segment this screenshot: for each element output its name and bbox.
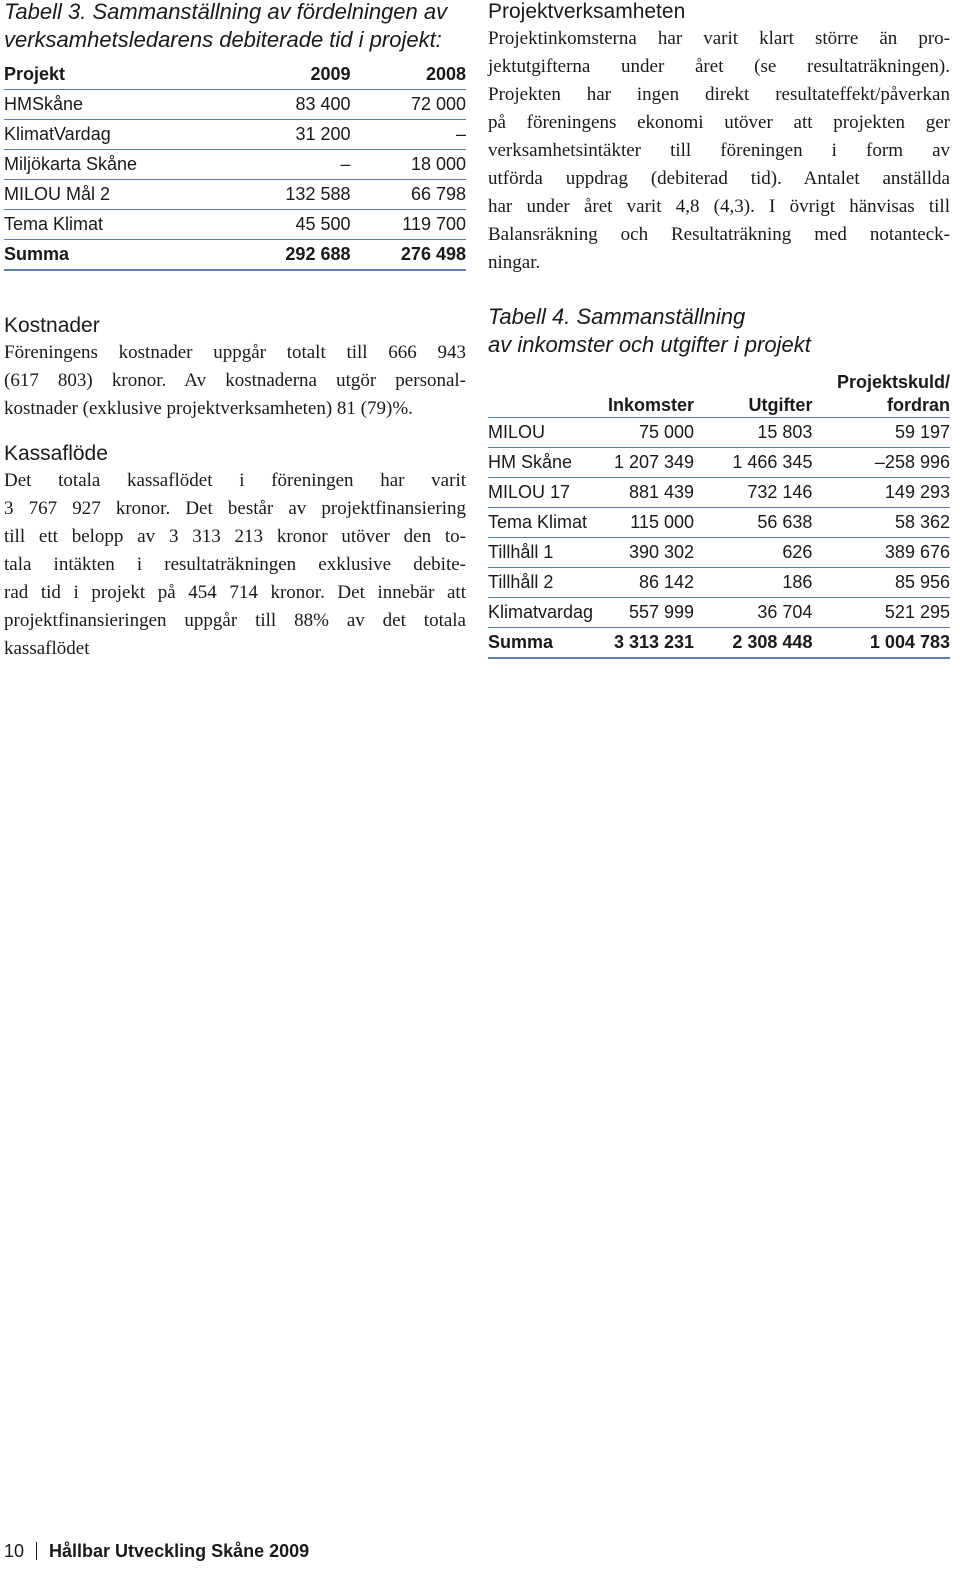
table4-caption <box>488 303 950 359</box>
page-number: 10 <box>4 1541 25 1561</box>
table4-header-row <box>488 367 950 418</box>
paragraph-line: ningar. <box>488 252 541 273</box>
table-cell: HMSkåne <box>4 90 235 120</box>
table-cell: –258 996 <box>812 448 950 478</box>
paragraph-line: Föreningens kostnader uppgår totalt till 666 943 <box>4 342 466 363</box>
table-cell: 626 <box>694 538 812 568</box>
table-cell: 15 803 <box>694 418 812 448</box>
paragraph-line: verksamhetsintäkter till föreningen i form av <box>488 140 950 161</box>
table-cell: Miljökarta Skåne <box>4 150 235 180</box>
table-cell: 276 498 <box>351 240 467 271</box>
table3-caption <box>4 0 466 54</box>
table-row <box>488 508 950 538</box>
table-cell: 2 308 448 <box>694 628 812 659</box>
table4-header-line: Projektskuld/ <box>836 372 950 392</box>
table-cell: 119 700 <box>351 210 467 240</box>
table-cell: 66 798 <box>351 180 467 210</box>
table3-caption-line: verksamhetsledarens debiterade tid i projekt: <box>4 27 442 52</box>
paragraph-line: (617 803) kronor. Av kostnaderna utgör personal- <box>4 370 466 391</box>
table-cell: KlimatVardag <box>4 120 235 150</box>
paragraph-line: rad tid i projekt på 454 714 kronor. Det innebär att <box>4 582 466 603</box>
table-row <box>488 478 950 508</box>
paragraph-line: till ett belopp av 3 313 213 kronor utöver den to- <box>4 526 466 547</box>
table-cell: 389 676 <box>812 538 950 568</box>
table-cell: 881 439 <box>593 478 694 508</box>
table4 <box>488 367 950 659</box>
paragraph-line: Projekten har ingen direkt resultateffekt/påverkan <box>488 84 950 105</box>
table-row <box>488 418 950 448</box>
table-cell: 1 466 345 <box>694 448 812 478</box>
publication-title: Hållbar Utveckling Skåne 2009 <box>49 1541 310 1561</box>
kassaflode-paragraph <box>4 467 466 663</box>
table-cell: 58 362 <box>812 508 950 538</box>
table-cell: 557 999 <box>593 598 694 628</box>
paragraph-line: jektutgifterna under året (se resultaträkningen). <box>488 56 950 77</box>
table4-header-cell: Inkomster <box>593 367 694 418</box>
paragraph-line: kostnader (exklusive projektverksamheten) 81 (79)%. <box>4 398 413 419</box>
right-column <box>488 0 950 659</box>
table-cell: 115 000 <box>593 508 694 538</box>
paragraph-line: tala intäkten i resultaträkningen exklusive debite- <box>4 554 466 575</box>
table-row <box>488 538 950 568</box>
table-cell: 132 588 <box>235 180 351 210</box>
paragraph-line: 3 767 927 kronor. Det består av projektfinansiering <box>4 498 466 519</box>
paragraph-line: Balansräkning och Resultaträkning med notanteck- <box>488 224 950 245</box>
table-cell: 149 293 <box>812 478 950 508</box>
table3 <box>4 60 466 271</box>
table-cell: 83 400 <box>235 90 351 120</box>
projektverksamheten-heading: Projektverksamheten <box>488 0 686 23</box>
table4-header-line: fordran <box>887 395 950 415</box>
paragraph-line: projektfinansieringen uppgår till 88% av det totala <box>4 610 466 631</box>
table-cell: 36 704 <box>694 598 812 628</box>
table3-sum-row <box>4 240 466 271</box>
table-cell: HM Skåne <box>488 448 593 478</box>
table-cell: MILOU 17 <box>488 478 593 508</box>
table-row <box>488 598 950 628</box>
table-row <box>4 90 466 120</box>
paragraph-line: Det totala kassaflödet i föreningen har varit <box>4 470 466 491</box>
table-cell: Tema Klimat <box>488 508 593 538</box>
table-cell: 18 000 <box>351 150 467 180</box>
table-cell: 1 207 349 <box>593 448 694 478</box>
table-row <box>4 210 466 240</box>
left-column <box>4 0 466 663</box>
table-cell: MILOU <box>488 418 593 448</box>
table-cell: 75 000 <box>593 418 694 448</box>
table-cell: 59 197 <box>812 418 950 448</box>
paragraph-line: utförda uppdrag (debiterad tid). Antalet anställda <box>488 168 950 189</box>
footer-divider <box>36 1542 37 1560</box>
table-cell: – <box>351 120 467 150</box>
table-cell: 3 313 231 <box>593 628 694 659</box>
table-cell: 521 295 <box>812 598 950 628</box>
table-cell: Tillhåll 1 <box>488 538 593 568</box>
paragraph-line: Projektinkomsterna har varit klart större än pro- <box>488 28 950 49</box>
table4-header-cell: Utgifter <box>694 367 812 418</box>
table-row <box>4 120 466 150</box>
table-row <box>488 568 950 598</box>
table-cell: 86 142 <box>593 568 694 598</box>
table4-caption-line: Tabell 4. Sammanställning <box>488 304 746 329</box>
table-cell: Tillhåll 2 <box>488 568 593 598</box>
table-row <box>4 150 466 180</box>
kostnader-paragraph <box>4 339 466 423</box>
table-cell: Summa <box>4 240 235 271</box>
table-cell: 31 200 <box>235 120 351 150</box>
paragraph-line: på föreningens ekonomi utöver att projekten ger <box>488 112 950 133</box>
table-cell: 72 000 <box>351 90 467 120</box>
table-cell: – <box>235 150 351 180</box>
projektverksamheten-paragraph <box>488 25 950 277</box>
table3-header-cell: 2009 <box>235 60 351 90</box>
kostnader-heading: Kostnader <box>4 314 100 337</box>
table3-header-cell: 2008 <box>351 60 467 90</box>
table4-header-cell <box>488 367 593 418</box>
table-cell: Klimatvardag <box>488 598 593 628</box>
table-cell: 85 956 <box>812 568 950 598</box>
table3-caption-line: Tabell 3. Sammanställning av fördelningen av <box>4 0 448 24</box>
table-cell: MILOU Mål 2 <box>4 180 235 210</box>
table-cell: 186 <box>694 568 812 598</box>
table3-header-row <box>4 60 466 90</box>
table-cell: 45 500 <box>235 210 351 240</box>
table4-caption-line: av inkomster och utgifter i projekt <box>488 332 811 357</box>
table4-header-cell <box>812 367 950 418</box>
table-cell: 1 004 783 <box>812 628 950 659</box>
table-cell: 390 302 <box>593 538 694 568</box>
kassaflode-heading: Kassaflöde <box>4 442 108 465</box>
table-cell: Tema Klimat <box>4 210 235 240</box>
table-cell: Summa <box>488 628 593 659</box>
paragraph-line: har under året varit 4,8 (4,3). I övrigt hänvisas till <box>488 196 950 217</box>
table-row <box>4 180 466 210</box>
page-footer <box>4 1541 309 1562</box>
table-cell: 292 688 <box>235 240 351 271</box>
table3-header-cell: Projekt <box>4 60 235 90</box>
table-cell: 56 638 <box>694 508 812 538</box>
paragraph-line: kassaflödet <box>4 638 90 659</box>
table-cell: 732 146 <box>694 478 812 508</box>
table4-sum-row <box>488 628 950 659</box>
table-row <box>488 448 950 478</box>
